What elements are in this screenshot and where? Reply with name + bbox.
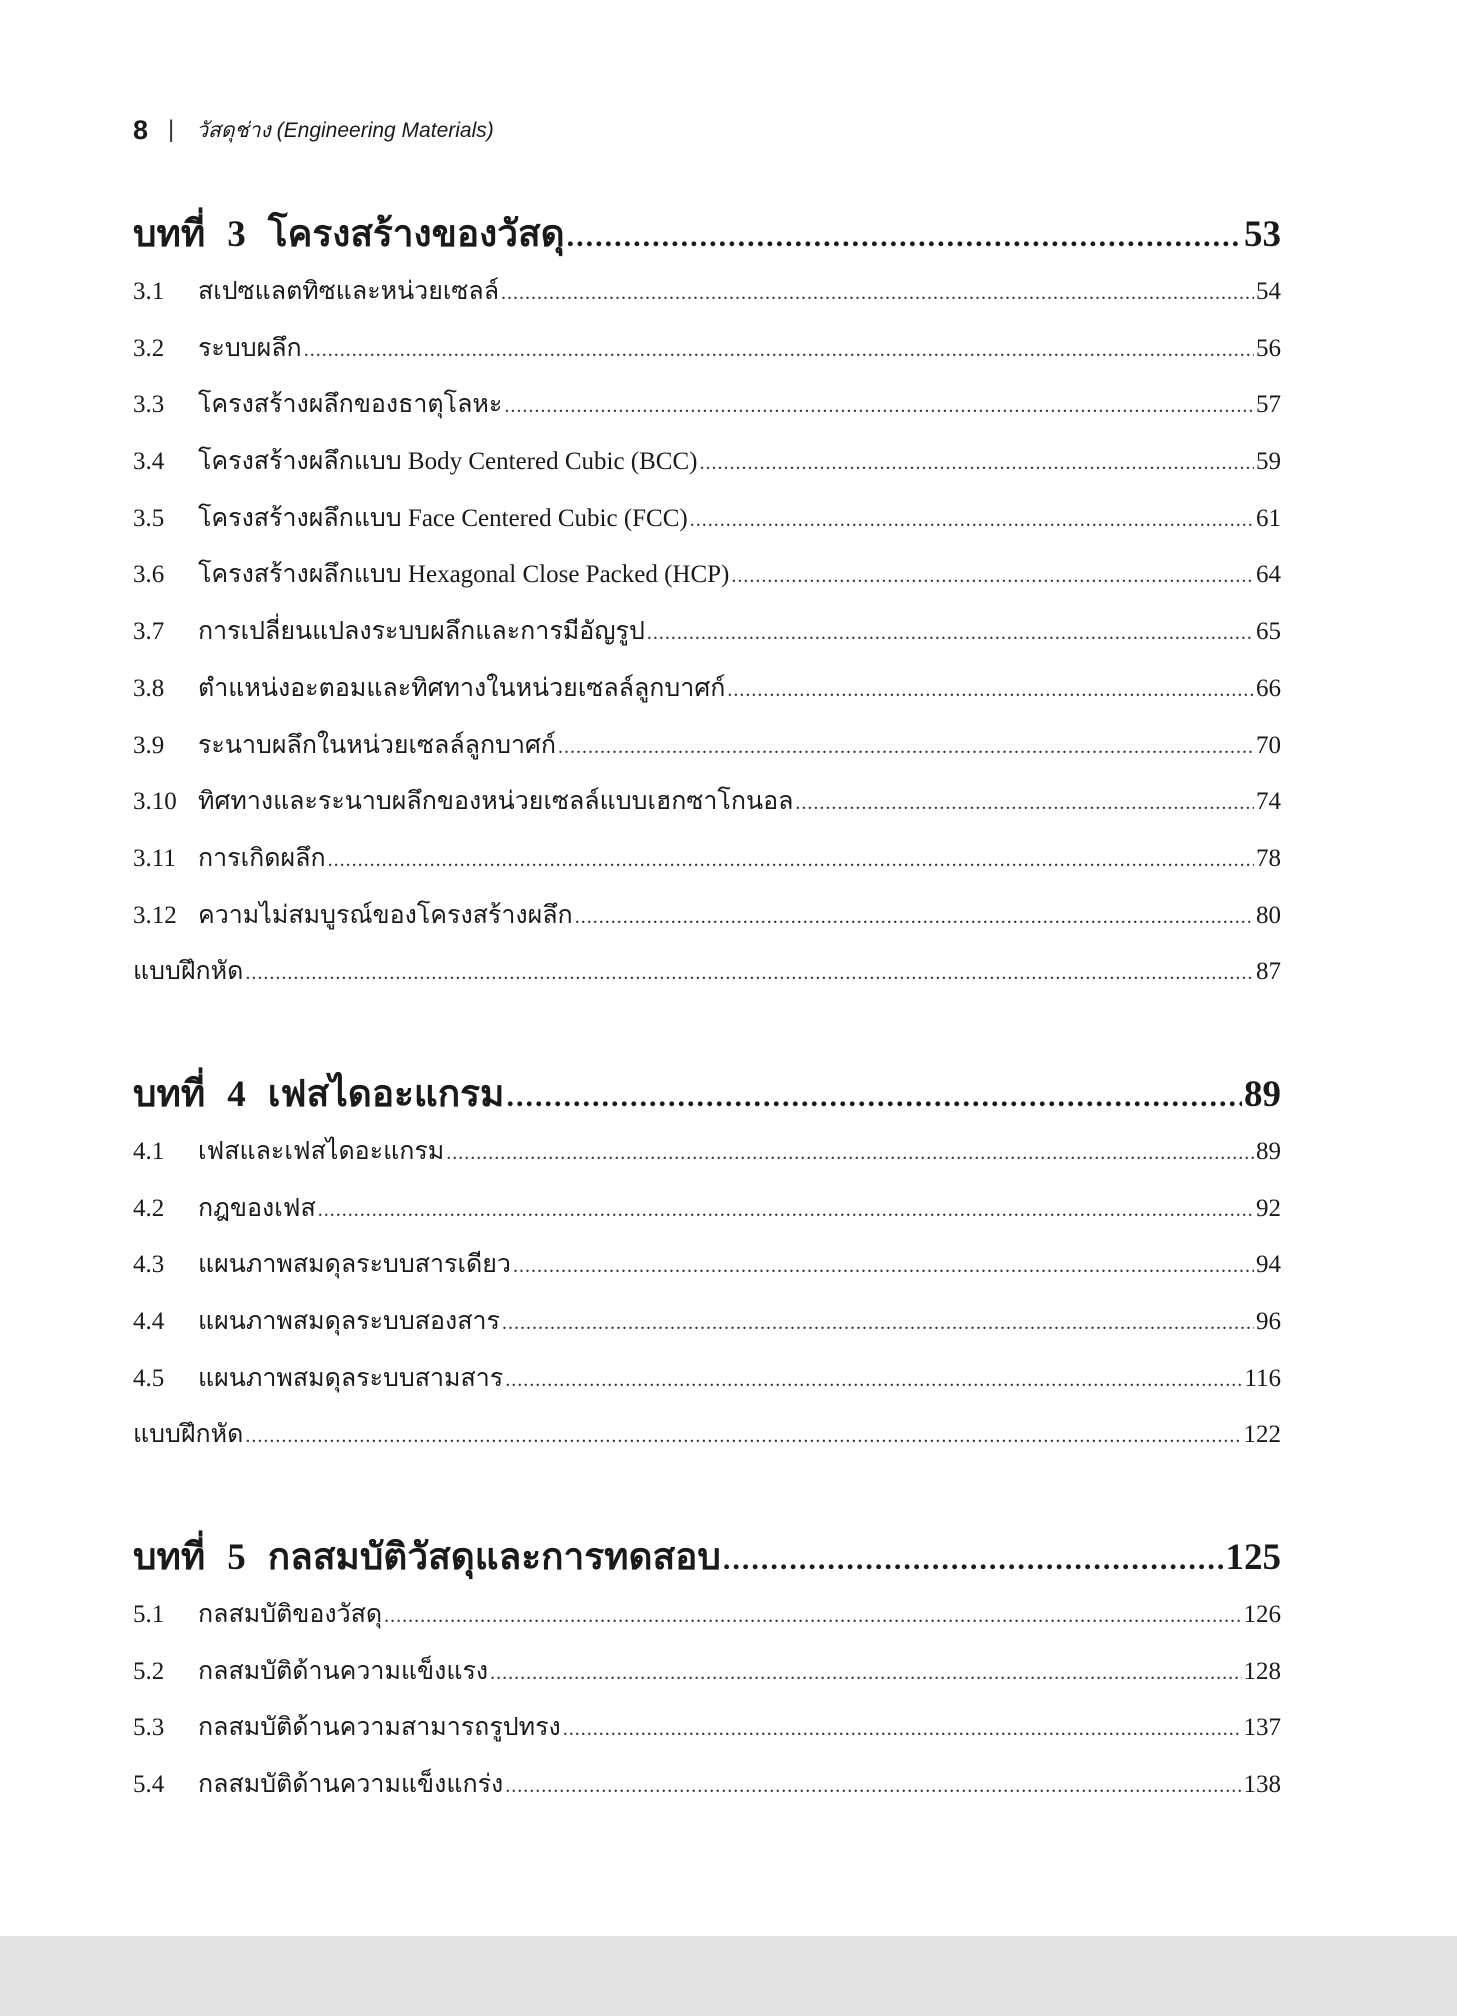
chapter-number: 3: [227, 214, 246, 255]
toc-chapter-4: [133, 1064, 1281, 1464]
toc-chapter-3: [133, 204, 1281, 1001]
dot-leader: [575, 889, 1254, 946]
book-title: วัสดุช่าง (Engineering Materials): [196, 118, 494, 142]
toc-entry[interactable]: [133, 264, 1281, 321]
entry-number: 3.8: [133, 674, 165, 702]
entry-number: 5.2: [133, 1657, 165, 1685]
entry-title: แผนภาพสมดุลระบบสองสาร: [198, 1308, 500, 1336]
chapter-label: บทที่: [133, 214, 206, 255]
entry-number: 3.5: [133, 504, 165, 532]
entry-title: กลสมบัติด้านความสามารถรูปทรง: [198, 1714, 561, 1742]
entry-page: 59: [1256, 448, 1281, 476]
entry-number: 3.12: [133, 901, 177, 929]
entry-title: ตำแหน่งอะตอมและทิศทางในหน่วยเซลล์ลูกบาศก์: [198, 674, 726, 702]
toc-entry[interactable]: [133, 491, 1281, 548]
entry-page: 126: [1243, 1601, 1281, 1628]
entry-page: 96: [1256, 1308, 1281, 1336]
dot-leader: [504, 378, 1254, 435]
chapter-page: 125: [1225, 1537, 1281, 1578]
chapter-heading[interactable]: [133, 204, 1281, 264]
chapter-page: 89: [1244, 1074, 1281, 1115]
entry-title: การเกิดผลึก: [198, 844, 326, 872]
toc-entry[interactable]: [133, 1124, 1281, 1181]
chapter-title: กลสมบัติวัสดุและการทดสอบ: [267, 1537, 721, 1578]
dot-leader: [304, 322, 1254, 379]
dot-leader: [446, 1125, 1254, 1182]
toc-entry[interactable]: [133, 661, 1281, 718]
dot-leader: [558, 719, 1254, 776]
toc-entry-exercises[interactable]: [133, 1407, 1281, 1464]
dot-leader: [563, 1701, 1242, 1758]
chapter-title: โครงสร้างของวัสดุ: [267, 214, 565, 255]
dot-leader: [328, 832, 1254, 889]
dot-leader: [567, 220, 1242, 254]
dot-leader: [505, 1352, 1242, 1409]
chapter-number: 4: [227, 1074, 246, 1115]
entry-title: สเปซแลตทิซและหน่วยเซลล์: [198, 278, 500, 305]
toc-entry[interactable]: [133, 1237, 1281, 1294]
entry-title: กลสมบัติของวัสดุ: [198, 1601, 383, 1628]
dot-leader: [506, 1080, 1242, 1114]
toc-entry[interactable]: [133, 547, 1281, 604]
dot-leader: [490, 1645, 1241, 1702]
dot-leader: [699, 435, 1254, 492]
entry-title: โครงสร้างผลึกของธาตุโลหะ: [198, 391, 503, 419]
entry-title: ความไม่สมบูรณ์ของโครงสร้างผลึก: [198, 901, 573, 929]
toc-entry[interactable]: [133, 604, 1281, 661]
entry-page: 61: [1256, 504, 1281, 532]
entry-title: กฎของเฟส: [198, 1194, 316, 1222]
toc-entry[interactable]: [133, 434, 1281, 491]
entry-page: 78: [1256, 844, 1281, 872]
entry-page: 92: [1256, 1194, 1281, 1222]
entry-page: 94: [1256, 1251, 1281, 1279]
dot-leader: [731, 548, 1254, 605]
entry-number: 3.9: [133, 731, 165, 759]
entry-page: 56: [1256, 334, 1281, 362]
entry-page: 87: [1256, 958, 1281, 986]
dot-leader: [513, 1238, 1254, 1295]
toc-entry[interactable]: [133, 1351, 1281, 1408]
entry-list: [133, 1124, 1281, 1464]
entry-page: 64: [1256, 561, 1281, 589]
toc-entry[interactable]: [133, 718, 1281, 775]
dot-leader: [384, 1588, 1241, 1645]
entry-title: ระบบผลึก: [198, 334, 302, 362]
dot-leader: [723, 1543, 1224, 1577]
entry-title: โครงสร้างผลึกแบบ Hexagonal Close Packed (HCP): [198, 561, 730, 589]
chapter-label: บทที่: [133, 1537, 206, 1578]
page-bottom-band: [0, 1936, 1457, 2016]
dot-leader: [505, 1758, 1241, 1815]
toc-entry[interactable]: [133, 1757, 1281, 1814]
entry-number: 4.3: [133, 1251, 165, 1279]
toc-entry[interactable]: [133, 888, 1281, 945]
page-number: 8: [133, 114, 149, 145]
entry-title: เฟสและเฟสไดอะแกรม: [198, 1138, 445, 1165]
entry-title: แบบฝึกหัด: [133, 1421, 244, 1449]
dot-leader: [647, 605, 1254, 662]
entry-page: 138: [1243, 1771, 1281, 1799]
entry-number: 4.1: [133, 1138, 165, 1165]
chapter-page: 53: [1244, 214, 1281, 255]
dot-leader: [501, 265, 1254, 322]
chapter-heading[interactable]: [133, 1064, 1281, 1124]
entry-page: 74: [1256, 788, 1281, 816]
chapter-label: บทที่: [133, 1074, 206, 1115]
toc-chapter-5: [133, 1527, 1281, 1814]
dot-leader: [245, 945, 1254, 1002]
entry-title: กลสมบัติด้านความแข็งแกร่ง: [198, 1771, 504, 1799]
header-separator: |: [168, 116, 175, 143]
entry-title: แบบฝึกหัด: [133, 958, 244, 986]
entry-title: ระนาบผลึกในหน่วยเซลล์ลูกบาศก์: [198, 731, 557, 759]
dot-leader: [318, 1182, 1254, 1239]
toc-entry[interactable]: [133, 774, 1281, 831]
entry-number: 3.6: [133, 561, 165, 589]
entry-number: 5.1: [133, 1601, 165, 1628]
entry-page: 66: [1256, 674, 1281, 702]
entry-number: 3.2: [133, 334, 165, 362]
dot-leader: [690, 492, 1254, 549]
entry-title: การเปลี่ยนแปลงระบบผลึกและการมีอัญรูป: [198, 618, 645, 646]
toc-entry[interactable]: [133, 1644, 1281, 1701]
entry-number: 3.3: [133, 391, 165, 419]
dot-leader: [795, 775, 1254, 832]
dot-leader: [502, 1295, 1254, 1352]
entry-page: 54: [1256, 278, 1281, 305]
entry-page: 80: [1256, 901, 1281, 929]
toc-entry-exercises[interactable]: [133, 944, 1281, 1001]
entry-page: 128: [1243, 1657, 1281, 1685]
toc-entry[interactable]: [133, 377, 1281, 434]
entry-number: 3.10: [133, 788, 177, 816]
entry-number: 4.2: [133, 1194, 165, 1222]
entry-number: 3.11: [133, 844, 176, 872]
chapter-number: 5: [227, 1537, 246, 1578]
dot-leader: [727, 662, 1254, 719]
running-header: [133, 110, 494, 150]
entry-title: แผนภาพสมดุลระบบสารเดียว: [198, 1251, 511, 1279]
entry-title: กลสมบัติด้านความแข็งแรง: [198, 1657, 489, 1685]
entry-page: 89: [1256, 1138, 1281, 1165]
entry-number: 3.1: [133, 278, 165, 305]
entry-number: 5.4: [133, 1771, 165, 1799]
entry-list: [133, 264, 1281, 1001]
entry-number: 3.4: [133, 448, 165, 476]
toc-entry[interactable]: [133, 321, 1281, 378]
toc-entry[interactable]: [133, 1587, 1281, 1644]
toc-entry[interactable]: [133, 1181, 1281, 1238]
entry-title: ทิศทางและระนาบผลึกของหน่วยเซลล์แบบเฮกซาโกนอล: [198, 788, 794, 816]
entry-page: 57: [1256, 391, 1281, 419]
entry-number: 4.4: [133, 1308, 165, 1336]
entry-title: โครงสร้างผลึกแบบ Body Centered Cubic (BCC): [198, 448, 698, 476]
entry-title: แผนภาพสมดุลระบบสามสาร: [198, 1364, 504, 1392]
toc-entry[interactable]: [133, 831, 1281, 888]
entry-number: 5.3: [133, 1714, 165, 1742]
toc-entry[interactable]: [133, 1294, 1281, 1351]
entry-page: 65: [1256, 618, 1281, 646]
dot-leader: [245, 1408, 1241, 1465]
entry-title: โครงสร้างผลึกแบบ Face Centered Cubic (FCC): [198, 504, 688, 532]
entry-page: 122: [1243, 1421, 1281, 1449]
toc-entry[interactable]: [133, 1700, 1281, 1757]
entry-page: 116: [1244, 1364, 1281, 1392]
entry-number: 3.7: [133, 618, 165, 646]
entry-page: 70: [1256, 731, 1281, 759]
chapter-title: เฟสไดอะแกรม: [267, 1074, 505, 1115]
chapter-heading[interactable]: [133, 1527, 1281, 1587]
entry-list: [133, 1587, 1281, 1814]
entry-number: 4.5: [133, 1364, 165, 1392]
entry-page: 137: [1243, 1714, 1281, 1742]
